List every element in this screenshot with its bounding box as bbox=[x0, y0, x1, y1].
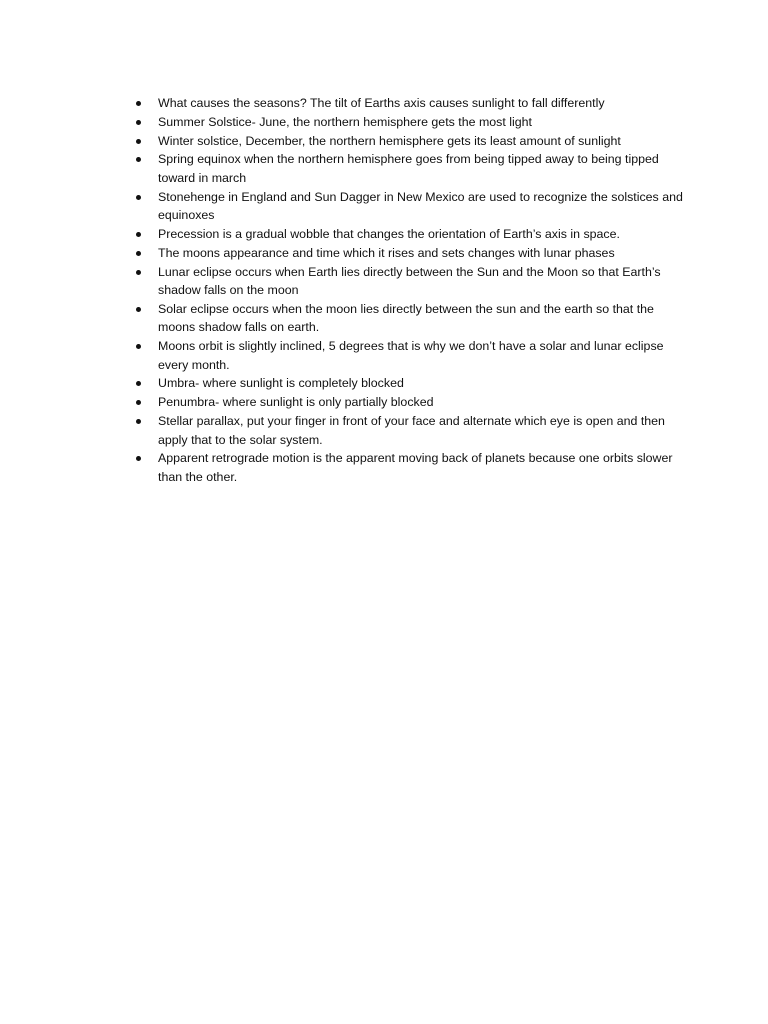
list-item-text: Moons orbit is slightly inclined, 5 degrees that is why we don’t have a solar and lunar eclipse every month. bbox=[158, 339, 664, 372]
list-item bbox=[134, 132, 686, 151]
list-item bbox=[134, 412, 686, 449]
list-item bbox=[134, 113, 686, 132]
list-item bbox=[134, 244, 686, 263]
list-item bbox=[134, 263, 686, 300]
list-item-text: Lunar eclipse occurs when Earth lies directly between the Sun and the Moon so that Earth’s shadow falls on the moon bbox=[158, 264, 661, 298]
bullet-icon bbox=[136, 101, 141, 106]
bullet-icon bbox=[136, 419, 141, 424]
list-item bbox=[134, 393, 686, 412]
bullet-icon bbox=[136, 344, 141, 349]
bullet-icon bbox=[136, 251, 141, 256]
bullet-icon bbox=[136, 381, 141, 386]
list-item bbox=[134, 300, 686, 337]
bullet-icon bbox=[136, 400, 141, 405]
bullet-icon bbox=[136, 232, 141, 237]
bullet-icon bbox=[136, 307, 141, 312]
list-item bbox=[134, 449, 686, 486]
list-item-text: Spring equinox when the northern hemisphere goes from being tipped away to being tipped toward in march bbox=[158, 152, 659, 185]
list-item-text: Penumbra- where sunlight is only partially blocked bbox=[158, 395, 434, 410]
list-item bbox=[134, 374, 686, 393]
list-item-text: Winter solstice, December, the northern hemisphere gets its least amount of sunlight bbox=[158, 133, 621, 148]
list-item-text: Stonehenge in England and Sun Dagger in New Mexico are used to recognize the solstices and equinoxes bbox=[158, 189, 683, 223]
bullet-icon bbox=[136, 139, 141, 144]
list-item bbox=[134, 225, 686, 244]
bullet-icon bbox=[136, 120, 141, 125]
list-item-text: Stellar parallax, put your finger in front of your face and alternate which eye is open and then apply that to the solar system. bbox=[158, 414, 665, 447]
list-item bbox=[134, 337, 686, 374]
list-item-text: Precession is a gradual wobble that changes the orientation of Earth’s axis in space. bbox=[158, 226, 620, 241]
bullet-list bbox=[134, 94, 686, 487]
list-item bbox=[134, 94, 686, 113]
list-item-text: Apparent retrograde motion is the apparent moving back of planets because one orbits slower than the other. bbox=[158, 451, 673, 484]
list-item bbox=[134, 150, 686, 187]
list-item-text: Solar eclipse occurs when the moon lies directly between the sun and the earth so that the moons shadow falls on earth. bbox=[158, 301, 654, 335]
list-item-text: The moons appearance and time which it rises and sets changes with lunar phases bbox=[158, 245, 615, 260]
bullet-icon bbox=[136, 157, 141, 162]
list-item-text: What causes the seasons? The tilt of Earths axis causes sunlight to fall differently bbox=[158, 96, 605, 110]
bullet-icon bbox=[136, 270, 141, 275]
list-item-text: Umbra- where sunlight is completely blocked bbox=[158, 376, 404, 391]
bullet-icon bbox=[136, 456, 141, 461]
list-item bbox=[134, 188, 686, 225]
bullet-icon bbox=[136, 195, 141, 200]
list-item-text: Summer Solstice- June, the northern hemisphere gets the most light bbox=[158, 114, 532, 129]
